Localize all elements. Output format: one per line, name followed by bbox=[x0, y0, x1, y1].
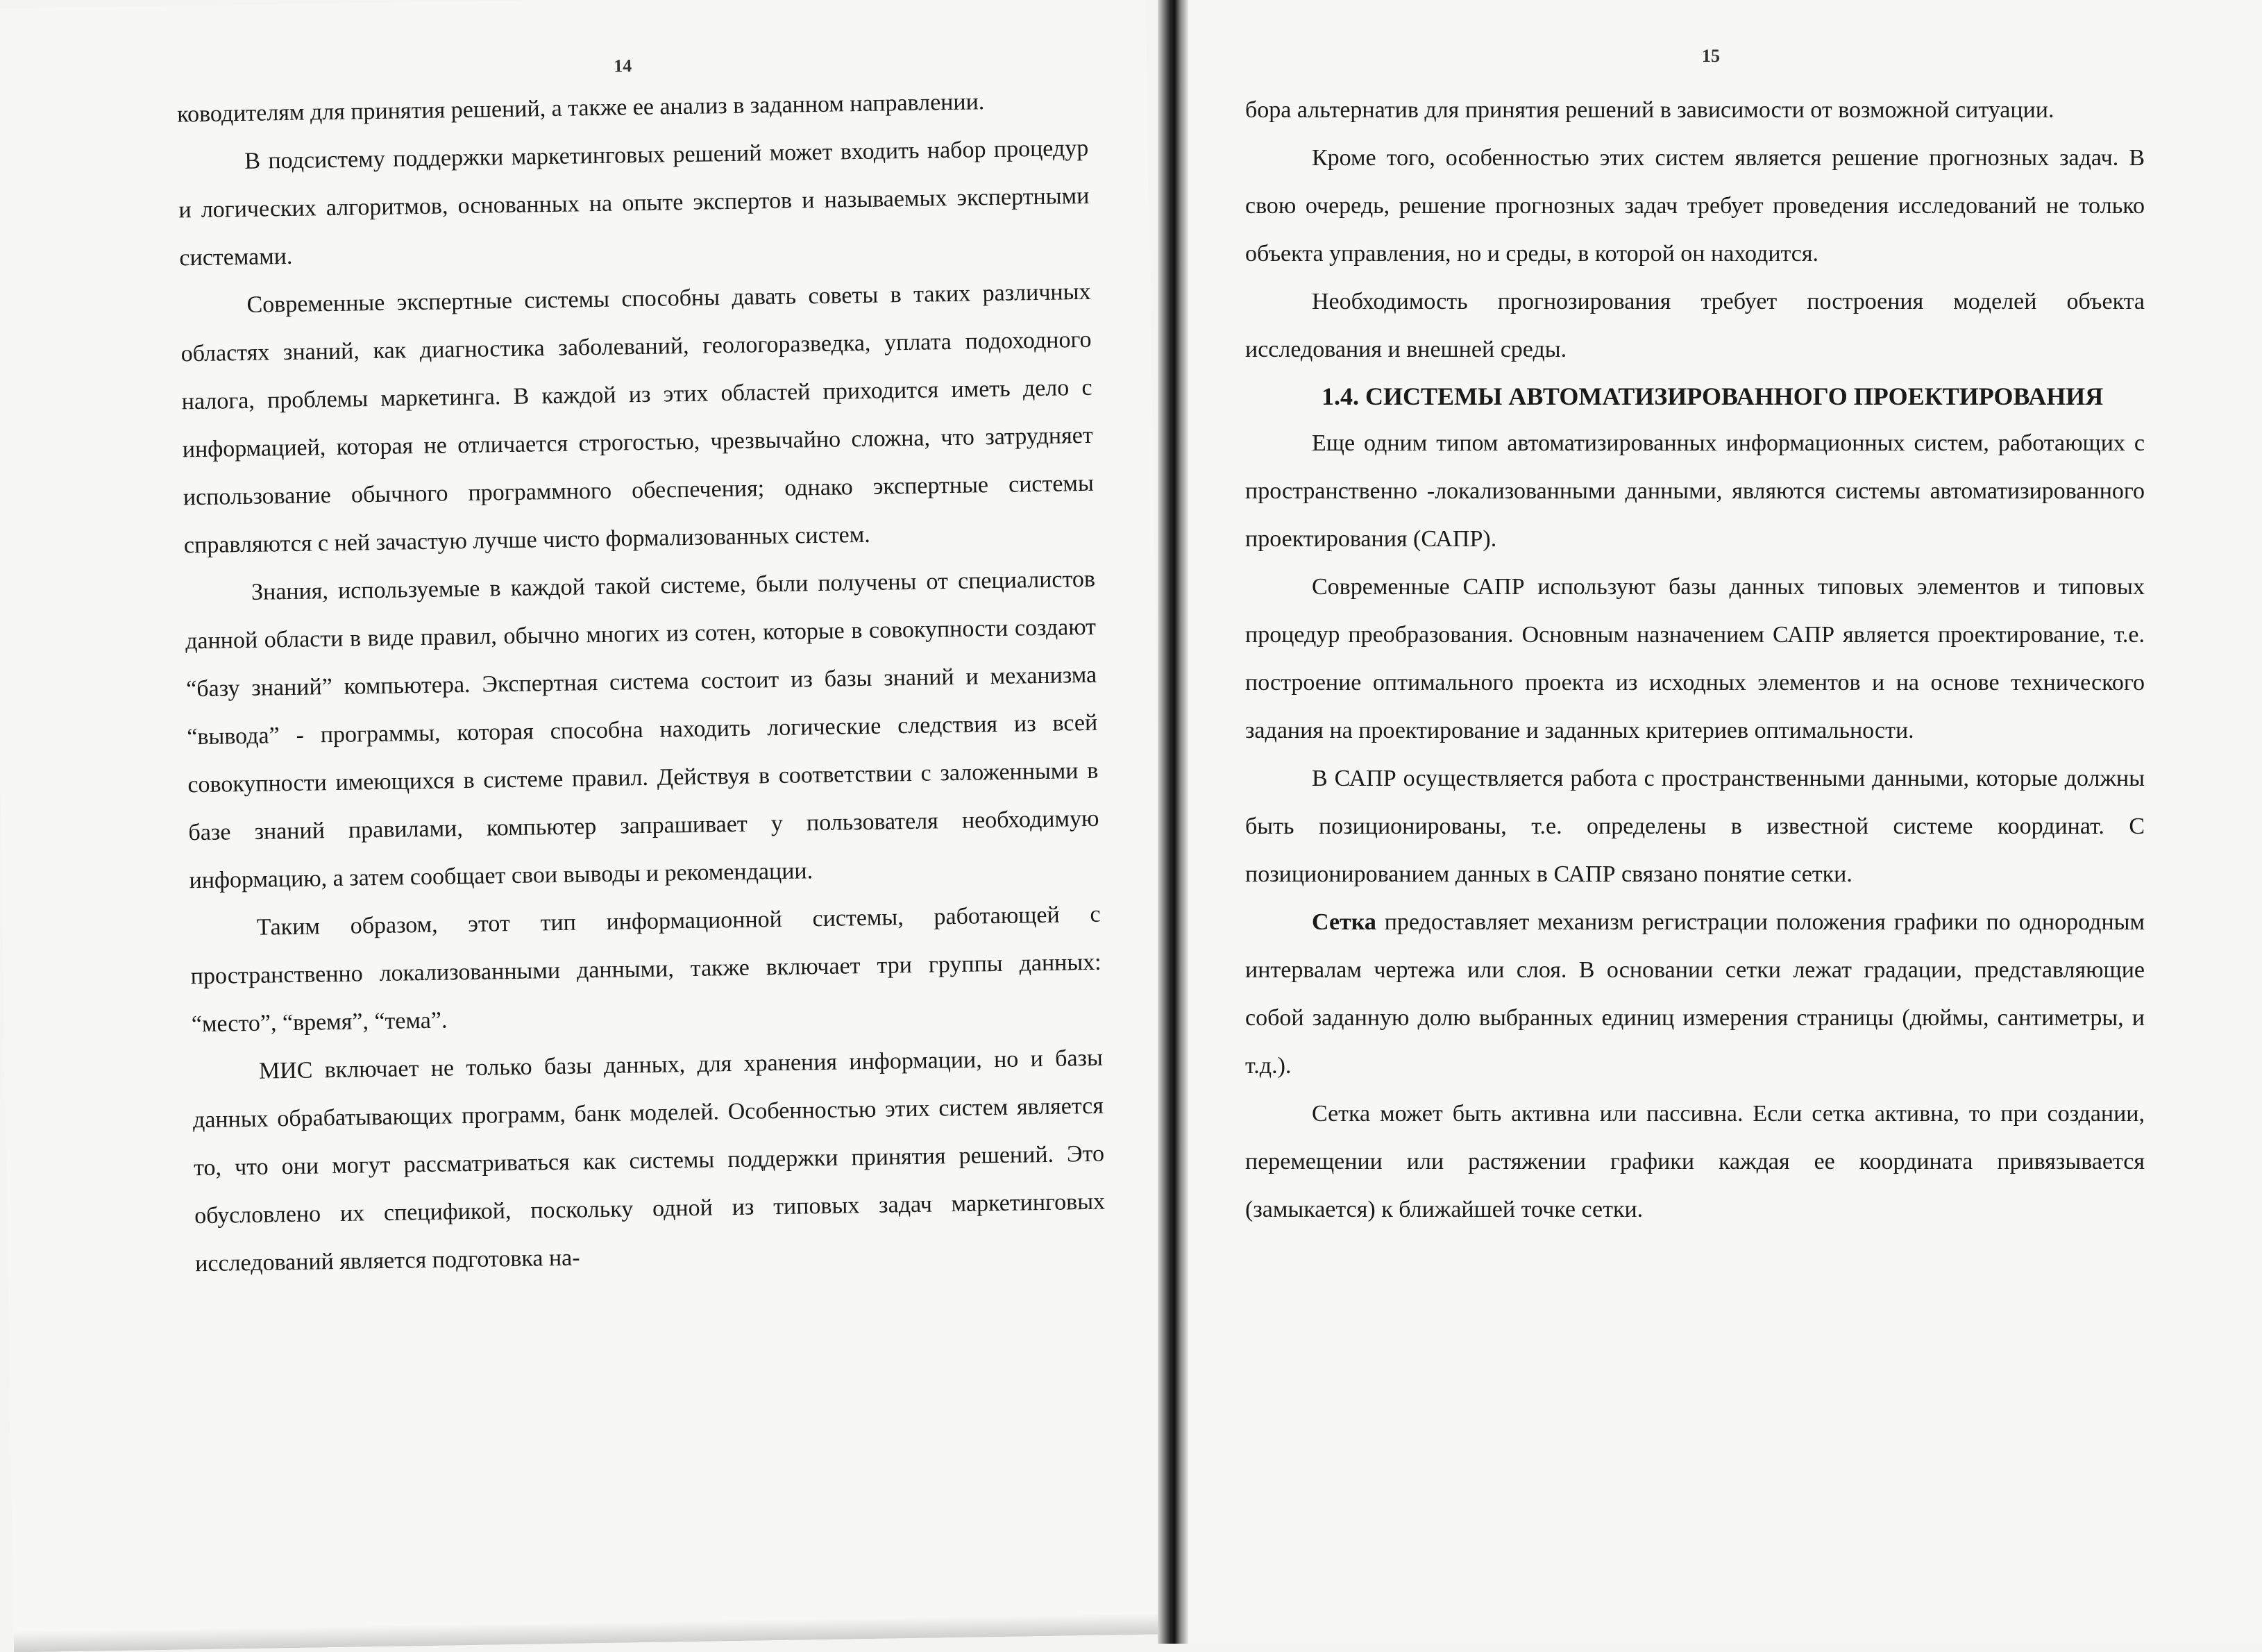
grid-definition: предоставляет механизм регистрации положения графики по однородным интервалам чертежа или слоя. В основании сетки лежат градации, представляющие собой заданную долю выбранных единиц измерения страницы (дюймы, сантиметры, и т.д.). bbox=[1245, 909, 2145, 1079]
left-paragraph: В подсистему поддержки маркетинговых решений может входить набор процедур и логических алгоритмов, основанных на опыте экспертов и называемых экспертными системами. bbox=[178, 135, 1090, 271]
left-paragraph: МИС включает не только базы данных, для хранения информации, но и базы данных обрабатывающих программ, банк моделей. Особенностью этих систем является то, что они могут рассматриваться как системы поддержки принятия решений. Это обусловлено их спецификой, поскольку одной из типовых задач маркетинговых исследований является подготовка на- bbox=[192, 1045, 1106, 1277]
section-heading: 1.4. СИСТЕМЫ АВТОМАТИЗИРОВАННОГО ПРОЕКТИРОВАНИЯ bbox=[1322, 382, 2104, 410]
left-paragraph: Таким образом, этот тип информационной системы, работающей с пространственно локализованными данными, также включает три группы данных: “место”, “время”, “тема”. bbox=[190, 901, 1102, 1038]
right-paragraph: Современные САПР используют базы данных типовых элементов и типовых процедур преобразования. Основным назначением САПР является проектирование, т.е. построение оптимального проекта из исходных элементов и на основе технического задания на проектирование и заданных критериев оптимальности. bbox=[1245, 574, 2145, 743]
right-paragraph: В САПР осуществляется работа с пространственными данными, которые должны быть позиционированы, т.е. определены в известной системе координат. С позиционированием данных в САПР связано понятие сетки. bbox=[1245, 766, 2145, 887]
right-page-text bbox=[1245, 86, 2145, 1233]
right-paragraph: Необходимость прогнозирования требует построения моделей объекта исследования и внешней среды. bbox=[1245, 289, 2145, 362]
left-paragraph: ководителям для принятия решений, а также ее анализ в заданном направлении. bbox=[176, 89, 985, 128]
right-page bbox=[1188, 0, 2262, 1644]
right-paragraph: бора альтернатив для принятия решений в зависимости от возможной ситуации. bbox=[1245, 97, 2054, 123]
grid-term: Сетка bbox=[1312, 909, 1376, 935]
book-spine-gutter bbox=[1158, 0, 1188, 1644]
right-page-number: 15 bbox=[1702, 46, 1720, 66]
right-paragraph: Сетка может быть активна или пассивна. Если сетка активна, то при создании, перемещении или растяжении графики каждая ее координата привязывается (замыкается) к ближайшей точке сетки. bbox=[1245, 1101, 2145, 1222]
grid-definition-paragraph bbox=[1245, 898, 2145, 1090]
right-paragraph: Еще одним типом автоматизированных информационных систем, работающих с пространственно -локализованными данными, являются системы автоматизированного проектирования (САПР). bbox=[1245, 430, 2145, 552]
left-paragraph: Знания, используемые в каждой такой системе, были получены от специалистов данной области в виде правил, обычно многих из сотен, которые в совокупности создают “базу знаний” компьютера. Экспертная система состоит из базы знаний и механизма “вывода” - программы, которая способна находить логические следствия из всей совокупности имеющихся в системе правил. Действуя в соответствии с заложенными в базе знаний правилами, компьютер запрашивает у пользователя необходимую информацию, а затем сообщает свои выводы и рекомендации. bbox=[185, 566, 1099, 894]
scan-edge-shadow bbox=[14, 1613, 1172, 1652]
right-paragraph: Кроме того, особенностью этих систем является решение прогнозных задач. В свою очередь, решение прогнозных задач требует проведения исследований не только объекта управления, но и среды, в которой он находится. bbox=[1245, 145, 2145, 267]
left-paragraph: Современные экспертные системы способны давать советы в таких различных областях знаний, как диагностика заболеваний, геологоразведка, уплата подоходного налога, проблемы маркетинга. В каждой из этих областей приходится иметь дело с информацией, которая не отличается строгостью, чрезвычайно сложна, что затрудняет использование обычного программного обеспечения; однако экспертные системы справляются с ней зачастую лучше чисто формализованных систем. bbox=[180, 278, 1095, 559]
left-page-text bbox=[177, 76, 1106, 1288]
left-page-number: 14 bbox=[613, 56, 632, 76]
